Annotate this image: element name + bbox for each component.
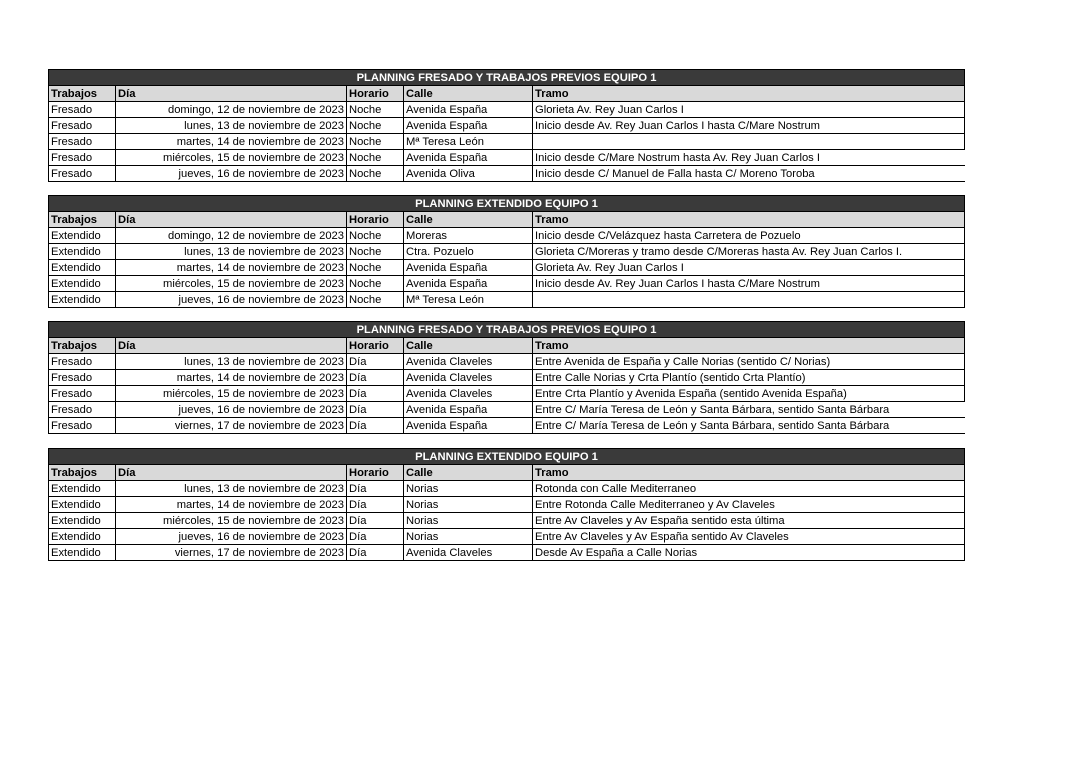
cell-dia: jueves, 16 de noviembre de 2023	[116, 292, 347, 308]
cell-calle: Mª Teresa León	[404, 134, 533, 150]
cell-horario: Noche	[347, 134, 404, 150]
table-row	[49, 545, 965, 561]
table-title: PLANNING FRESADO Y TRABAJOS PREVIOS EQUIPO 1	[49, 70, 965, 86]
column-header-calle: Calle	[404, 212, 533, 228]
planning-fresado-noche-table	[48, 69, 965, 182]
cell-calle: Norias	[404, 529, 533, 545]
cell-dia: martes, 14 de noviembre de 2023	[116, 134, 347, 150]
table-row	[49, 102, 965, 118]
cell-dia: martes, 14 de noviembre de 2023	[116, 497, 347, 513]
cell-tramo: Glorieta Av. Rey Juan Carlos I	[533, 260, 965, 276]
cell-tramo: Entre Rotonda Calle Mediterraneo y Av Claveles	[533, 497, 965, 513]
cell-horario: Noche	[347, 244, 404, 260]
cell-trabajos: Extendido	[49, 228, 116, 244]
cell-horario: Día	[347, 418, 404, 434]
cell-horario: Noche	[347, 166, 404, 182]
cell-trabajos: Extendido	[49, 497, 116, 513]
cell-trabajos: Fresado	[49, 118, 116, 134]
cell-tramo: Entre C/ María Teresa de León y Santa Bárbara, sentido Santa Bárbara	[533, 402, 965, 418]
cell-trabajos: Extendido	[49, 529, 116, 545]
cell-trabajos: Extendido	[49, 260, 116, 276]
column-header-dia: Día	[116, 212, 347, 228]
cell-tramo: Entre Av Claveles y Av España sentido Av Claveles	[533, 529, 965, 545]
planning-extendido-noche-table	[48, 195, 965, 308]
cell-calle: Avenida España	[404, 418, 533, 434]
cell-tramo	[533, 292, 965, 308]
table-title: PLANNING EXTENDIDO EQUIPO 1	[49, 196, 965, 212]
column-header-trabajos: Trabajos	[49, 338, 116, 354]
cell-tramo: Entre Avenida de España y Calle Norias (sentido C/ Norias)	[533, 354, 965, 370]
cell-horario: Noche	[347, 118, 404, 134]
cell-horario: Día	[347, 370, 404, 386]
cell-tramo: Inicio desde Av. Rey Juan Carlos I hasta C/Mare Nostrum	[533, 276, 965, 292]
cell-calle: Norias	[404, 497, 533, 513]
table-row	[49, 134, 965, 150]
cell-trabajos: Fresado	[49, 418, 116, 434]
table-row	[49, 354, 965, 370]
table-row	[49, 370, 965, 386]
cell-tramo: Rotonda con Calle Mediterraneo	[533, 481, 965, 497]
cell-trabajos: Fresado	[49, 102, 116, 118]
table-row	[49, 529, 965, 545]
column-header-tramo: Tramo	[533, 338, 965, 354]
column-header-tramo: Tramo	[533, 465, 965, 481]
cell-horario: Noche	[347, 276, 404, 292]
table-title: PLANNING EXTENDIDO EQUIPO 1	[49, 449, 965, 465]
cell-trabajos: Fresado	[49, 150, 116, 166]
table-row	[49, 150, 965, 166]
table-row	[49, 228, 965, 244]
column-header-horario: Horario	[347, 338, 404, 354]
cell-dia: jueves, 16 de noviembre de 2023	[116, 166, 347, 182]
table-row	[49, 166, 965, 182]
table-row	[49, 513, 965, 529]
cell-tramo: Glorieta C/Moreras y tramo desde C/Moreras hasta Av. Rey Juan Carlos I.	[533, 244, 965, 260]
cell-calle: Avenida España	[404, 118, 533, 134]
cell-calle: Avenida España	[404, 276, 533, 292]
cell-horario: Noche	[347, 228, 404, 244]
cell-tramo: Entre Calle Norias y Crta Plantío (sentido Crta Plantío)	[533, 370, 965, 386]
cell-trabajos: Extendido	[49, 292, 116, 308]
cell-calle: Norias	[404, 513, 533, 529]
cell-tramo: Entre Crta Plantío y Avenida España (sentido Avenida España)	[533, 386, 965, 402]
cell-tramo: Entre C/ María Teresa de León y Santa Bárbara, sentido Santa Bárbara	[533, 418, 965, 434]
table-row	[49, 244, 965, 260]
table-row	[49, 402, 965, 418]
cell-horario: Noche	[347, 150, 404, 166]
header-row	[49, 338, 965, 354]
cell-dia: miércoles, 15 de noviembre de 2023	[116, 150, 347, 166]
cell-dia: domingo, 12 de noviembre de 2023	[116, 102, 347, 118]
column-header-dia: Día	[116, 338, 347, 354]
cell-calle: Avenida España	[404, 102, 533, 118]
cell-dia: lunes, 13 de noviembre de 2023	[116, 354, 347, 370]
cell-trabajos: Fresado	[49, 386, 116, 402]
cell-dia: miércoles, 15 de noviembre de 2023	[116, 513, 347, 529]
cell-tramo: Inicio desde C/ Manuel de Falla hasta C/ Moreno Toroba	[533, 166, 965, 182]
cell-tramo: Glorieta Av. Rey Juan Carlos I	[533, 102, 965, 118]
table-row	[49, 276, 965, 292]
cell-horario: Día	[347, 529, 404, 545]
cell-tramo: Inicio desde C/Velázquez hasta Carretera de Pozuelo	[533, 228, 965, 244]
cell-calle: Avenida España	[404, 402, 533, 418]
planning-extendido-dia-table	[48, 448, 965, 561]
cell-horario: Día	[347, 481, 404, 497]
column-header-horario: Horario	[347, 465, 404, 481]
cell-horario: Día	[347, 402, 404, 418]
header-row	[49, 212, 965, 228]
header-row	[49, 86, 965, 102]
cell-trabajos: Extendido	[49, 244, 116, 260]
cell-calle: Avenida España	[404, 150, 533, 166]
cell-dia: domingo, 12 de noviembre de 2023	[116, 228, 347, 244]
planning-fresado-dia-table	[48, 321, 965, 434]
cell-dia: viernes, 17 de noviembre de 2023	[116, 418, 347, 434]
cell-dia: lunes, 13 de noviembre de 2023	[116, 118, 347, 134]
cell-calle: Avenida Claveles	[404, 386, 533, 402]
cell-horario: Noche	[347, 260, 404, 276]
cell-calle: Moreras	[404, 228, 533, 244]
column-header-dia: Día	[116, 465, 347, 481]
column-header-dia: Día	[116, 86, 347, 102]
cell-horario: Noche	[347, 292, 404, 308]
cell-trabajos: Extendido	[49, 545, 116, 561]
cell-calle: Mª Teresa León	[404, 292, 533, 308]
column-header-horario: Horario	[347, 212, 404, 228]
cell-trabajos: Fresado	[49, 370, 116, 386]
cell-tramo: Entre Av Claveles y Av España sentido esta última	[533, 513, 965, 529]
table-row	[49, 118, 965, 134]
cell-tramo: Inicio desde C/Mare Nostrum hasta Av. Rey Juan Carlos I	[533, 150, 965, 166]
table-row	[49, 497, 965, 513]
cell-calle: Avenida España	[404, 260, 533, 276]
cell-dia: miércoles, 15 de noviembre de 2023	[116, 386, 347, 402]
cell-calle: Avenida Claveles	[404, 354, 533, 370]
column-header-calle: Calle	[404, 86, 533, 102]
cell-horario: Día	[347, 354, 404, 370]
cell-trabajos: Fresado	[49, 166, 116, 182]
header-row	[49, 465, 965, 481]
cell-dia: jueves, 16 de noviembre de 2023	[116, 529, 347, 545]
cell-dia: jueves, 16 de noviembre de 2023	[116, 402, 347, 418]
cell-horario: Día	[347, 386, 404, 402]
cell-trabajos: Fresado	[49, 354, 116, 370]
cell-horario: Noche	[347, 102, 404, 118]
cell-horario: Día	[347, 513, 404, 529]
cell-calle: Avenida Claveles	[404, 370, 533, 386]
cell-dia: lunes, 13 de noviembre de 2023	[116, 244, 347, 260]
cell-trabajos: Extendido	[49, 513, 116, 529]
cell-calle: Avenida Claveles	[404, 545, 533, 561]
table-row	[49, 386, 965, 402]
cell-dia: lunes, 13 de noviembre de 2023	[116, 481, 347, 497]
table-title: PLANNING FRESADO Y TRABAJOS PREVIOS EQUIPO 1	[49, 322, 965, 338]
cell-horario: Día	[347, 497, 404, 513]
cell-tramo	[533, 134, 965, 150]
cell-dia: viernes, 17 de noviembre de 2023	[116, 545, 347, 561]
column-header-trabajos: Trabajos	[49, 212, 116, 228]
cell-trabajos: Fresado	[49, 134, 116, 150]
cell-calle: Norias	[404, 481, 533, 497]
cell-trabajos: Extendido	[49, 481, 116, 497]
column-header-tramo: Tramo	[533, 212, 965, 228]
table-row	[49, 292, 965, 308]
cell-trabajos: Extendido	[49, 276, 116, 292]
table-row	[49, 260, 965, 276]
column-header-tramo: Tramo	[533, 86, 965, 102]
table-row	[49, 481, 965, 497]
column-header-horario: Horario	[347, 86, 404, 102]
column-header-trabajos: Trabajos	[49, 86, 116, 102]
column-header-trabajos: Trabajos	[49, 465, 116, 481]
cell-horario: Día	[347, 545, 404, 561]
column-header-calle: Calle	[404, 465, 533, 481]
table-row	[49, 418, 965, 434]
cell-tramo: Inicio desde Av. Rey Juan Carlos I hasta C/Mare Nostrum	[533, 118, 965, 134]
cell-dia: martes, 14 de noviembre de 2023	[116, 370, 347, 386]
cell-dia: martes, 14 de noviembre de 2023	[116, 260, 347, 276]
cell-calle: Ctra. Pozuelo	[404, 244, 533, 260]
cell-dia: miércoles, 15 de noviembre de 2023	[116, 276, 347, 292]
column-header-calle: Calle	[404, 338, 533, 354]
cell-trabajos: Fresado	[49, 402, 116, 418]
cell-tramo: Desde Av España a Calle Norias	[533, 545, 965, 561]
cell-calle: Avenida Oliva	[404, 166, 533, 182]
